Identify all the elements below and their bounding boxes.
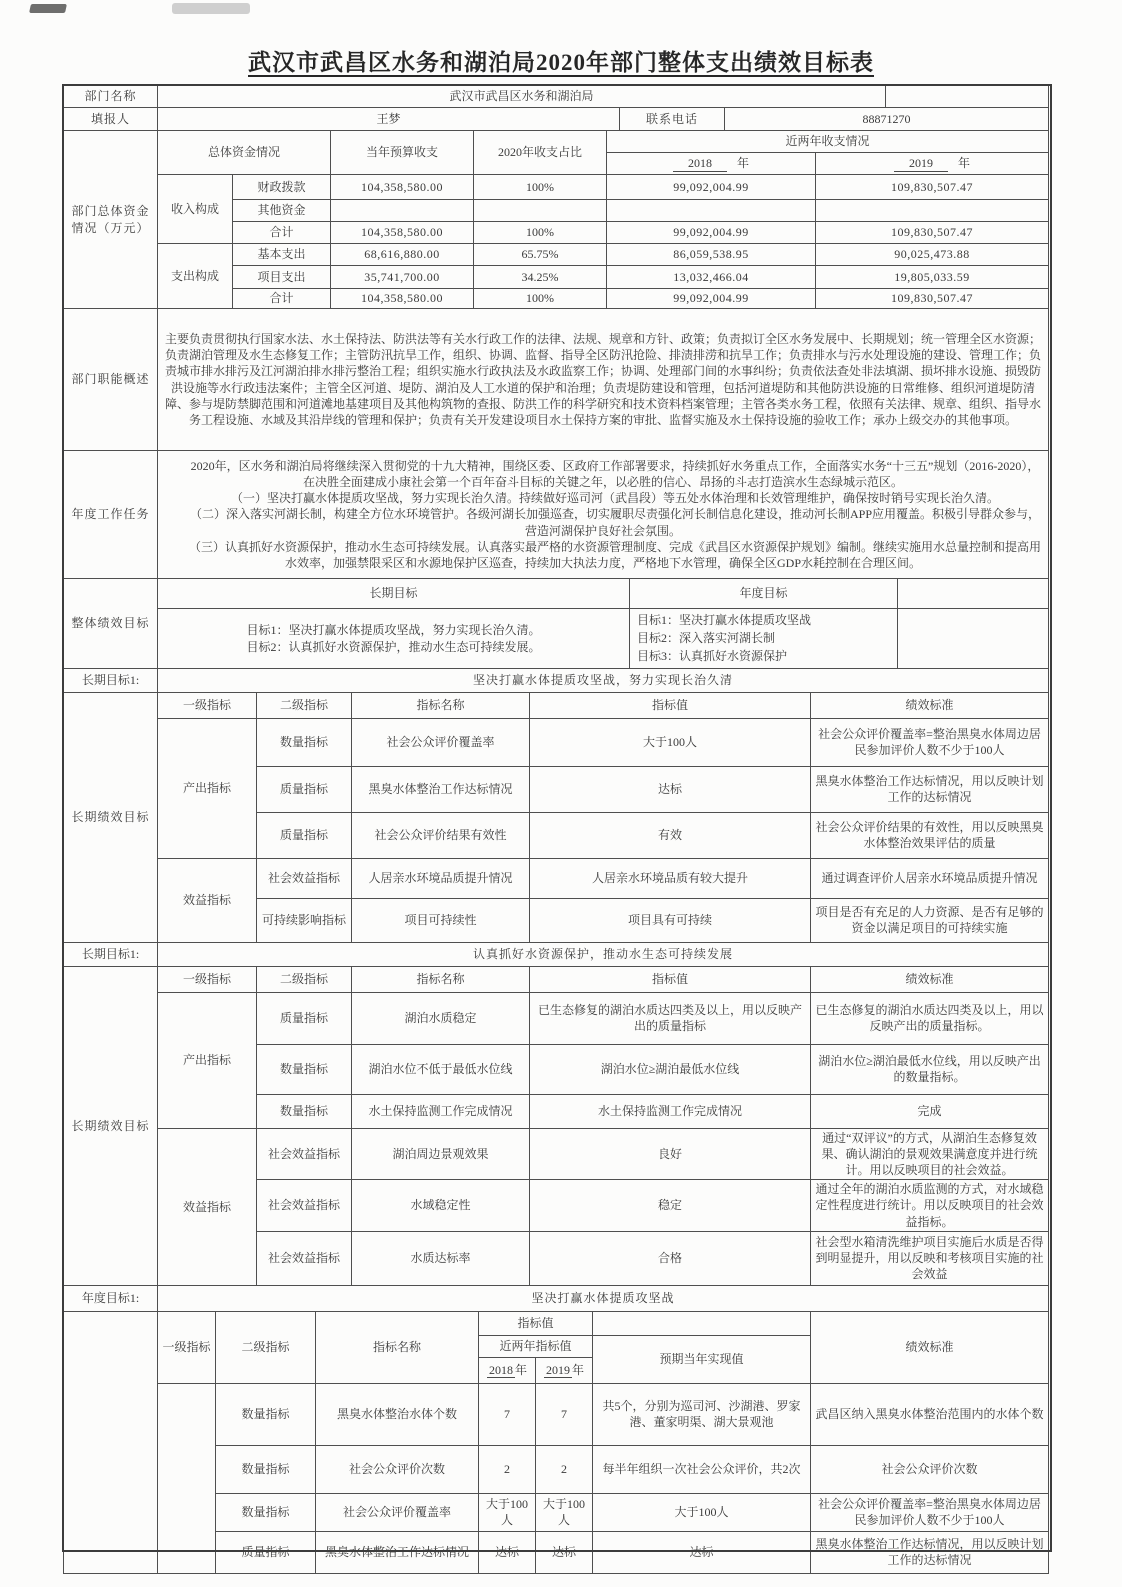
tasks-label: 年度工作任务 (64, 451, 158, 579)
annual-header-2019 (536, 1357, 593, 1383)
value-2018-cell: 2 (479, 1445, 536, 1493)
empty-cell (898, 579, 1049, 609)
value-2019: 109,830,507.47 (816, 222, 1049, 244)
expected-value-cell: 达标 (593, 1531, 811, 1573)
annual-header-name: 指标名称 (316, 1311, 479, 1383)
long-term-goal-2: 目标2：认真抓好水资源保护，推动水生态可持续发展。 (246, 639, 541, 654)
ratio-value (474, 200, 607, 222)
indicator-value-cell: 湖泊水位≥湖泊最低水位线 (530, 1044, 811, 1094)
year-suffix: 年 (958, 155, 971, 170)
empty-cell (886, 85, 1049, 108)
funding-row-label: 部门总体资金情况（万元） (64, 131, 158, 309)
indicator-standard-cell: 通过调查评价人居亲水环境品质提升情况 (811, 858, 1049, 898)
year-suffix: 年 (737, 155, 750, 170)
income-group-label: 收入构成 (158, 175, 233, 244)
indicator-name-cell: 社会公众评价覆盖率 (352, 718, 530, 766)
indicator-value-cell: 项目具有可持续 (530, 898, 811, 942)
lt1-output-group-label: 产出指标 (158, 718, 257, 858)
year-2019: 2019 (894, 155, 948, 172)
indicator-level2-cell: 社会效益指标 (257, 1128, 352, 1180)
indicator-name-cell: 黑臭水体整治水体个数 (316, 1383, 479, 1445)
long-term-indicators-table-2 (63, 966, 1049, 1286)
value-2018: 99,092,004.99 (607, 222, 816, 244)
indicator-value-cell: 达标 (530, 766, 811, 812)
annual-goal-2: 目标2：深入落实河湖长制 (637, 631, 776, 646)
dept-name-label: 部门名称 (64, 85, 158, 108)
budget-value: 104,358,580.00 (331, 222, 474, 244)
lt1-header-level2: 二级指标 (257, 692, 352, 718)
ratio-value: 100% (474, 222, 607, 244)
indicator-standard-cell: 社会公众评价覆盖率=整治黑臭水体周边居民参加评价人数不少于100人 (811, 1493, 1049, 1531)
indicator-name-cell: 水域稳定性 (352, 1180, 530, 1232)
lt1-header-name: 指标名称 (352, 692, 530, 718)
annual-header-level1: 一级指标 (158, 1311, 216, 1383)
functions-label: 部门职能概述 (64, 309, 158, 451)
budget-value: 35,741,700.00 (331, 266, 474, 289)
lt1-row-label: 长期绩效目标 (64, 692, 158, 942)
long-term-goal-1: 目标1：坚决打赢水体提质攻坚战，努力实现长治久清。 (246, 622, 541, 637)
main-table (63, 85, 1048, 1574)
scan-artifact-mark (29, 4, 67, 13)
annual-goal-1: 目标1：坚决打赢水体提质攻坚战 (637, 613, 812, 627)
empty-cell (593, 1311, 811, 1335)
task-paragraph: 2020年，区水务和湖泊局将继续深入贯彻党的十九大精神，围绕区委、区政府工作部署要求，持续抓好水务重点工作，全面落实水务“十三五”规划（2016-2020），在决胜全面建成小康社会第一个百年奋斗目标的关键之年，以必胜的信心、昂扬的斗志打造滨水生态绿城示范区。 (190, 458, 1040, 490)
annual-header-expected: 预期当年实现值 (593, 1335, 811, 1383)
value-2018: 13,032,466.04 (607, 266, 816, 289)
annual-goals-cell (630, 609, 898, 669)
indicator-standard-cell: 通过全年的湖泊水质监测的方式，对水域稳定性程度进行统计。用以反映项目的社会效益指标。 (811, 1180, 1049, 1232)
value-2018 (607, 200, 816, 222)
overall-goals-table (63, 578, 1049, 669)
phone-value: 88871270 (725, 108, 1049, 131)
annual-header-standard: 绩效标准 (811, 1311, 1049, 1383)
task-paragraph: （一）坚决打赢水体提质攻坚战，努力实现长治久清。持续做好巡司河（武昌段）等五处水体治理和长效管理维护，确保按时销号实现长治久清。 (230, 491, 999, 506)
budget-value: 68,616,880.00 (331, 244, 474, 266)
indicator-value-cell: 人居亲水环境品质有较大提升 (530, 858, 811, 898)
value-2019-cell: 7 (536, 1383, 593, 1445)
long-term-goals-cell (158, 609, 630, 669)
tasks-text (158, 451, 1049, 579)
expected-value-cell: 每半年组织一次社会公众评价，共2次 (593, 1445, 811, 1493)
indicator-level2-cell: 社会效益指标 (257, 1231, 352, 1285)
indicator-name-cell: 社会公众评价结果有效性 (352, 812, 530, 858)
annual-row-label (64, 1311, 158, 1573)
indicator-standard-cell: 黑臭水体整治工作达标情况，用以反映计划工作的达标情况 (811, 766, 1049, 812)
indicator-value-cell: 大于100人 (530, 718, 811, 766)
task-paragraph: （三）认真抓好水资源保护，推动水生态可持续发展。认真落实最严格的水资源管理制度、完成《武昌区水资源保护规划》编制。继续实施用水总量控制和提高用水效率，加强禁限采区和水源地保护区巡查，持续加大执法力度，严格地下水管理，确保全区GDP水耗控制在合理区间。 (188, 539, 1041, 570)
annual-level1-cell (158, 1383, 216, 1573)
indicator-level2-cell: 数量指标 (257, 718, 352, 766)
expected-value-cell: 共5个，分别为巡司河、沙湖港、罗家港、董家明渠、湖大景观池 (593, 1383, 811, 1445)
empty-cell (898, 609, 1049, 669)
income-row-name: 其他资金 (233, 200, 331, 222)
income-row-name: 合计 (233, 222, 331, 244)
lt1-header-level1: 一级指标 (158, 692, 257, 718)
value-2019-cell: 达标 (536, 1531, 593, 1573)
value-2018: 99,092,004.99 (607, 289, 816, 309)
value-2018-cell: 达标 (479, 1531, 536, 1573)
ratio-value: 100% (474, 289, 607, 309)
year-2018: 2018 (488, 1363, 513, 1378)
scan-artifact-mark (172, 3, 250, 14)
indicator-value-cell: 水土保持监测工作完成情况 (530, 1094, 811, 1128)
indicator-name-cell: 项目可持续性 (352, 898, 530, 942)
value-2019: 19,805,033.59 (816, 266, 1049, 289)
funding-header-2018 (607, 153, 816, 175)
lt2-benefit-group-label: 效益指标 (158, 1128, 257, 1285)
indicator-standard-cell: 项目是否有充足的人力资源、是否有足够的资金以满足项目的可持续实施 (811, 898, 1049, 942)
annual-header-2018 (479, 1357, 536, 1383)
annual-indicators-table (63, 1311, 1049, 1574)
lt2-header-standard: 绩效标准 (811, 966, 1049, 992)
indicator-standard-cell: 通过“双评议”的方式，从湖泊生态修复效果、确认湖泊的景观效果满意度并进行统计。用以反映项目的社会效益。 (811, 1128, 1049, 1180)
indicator-name-cell: 人居亲水环境品质提升情况 (352, 858, 530, 898)
functions-table (63, 308, 1049, 451)
indicator-level2-cell: 社会效益指标 (257, 1180, 352, 1232)
year-2019: 2019 (546, 1363, 570, 1378)
indicator-standard-cell: 黑臭水体整治工作达标情况，用以反映计划工作的达标情况 (811, 1531, 1049, 1573)
indicator-standard-cell: 完成 (811, 1094, 1049, 1128)
expense-row-name: 合计 (233, 289, 331, 309)
lt2-header-name: 指标名称 (352, 966, 530, 992)
document-title: 武汉市武昌区水务和湖泊局2020年部门整体支出绩效目标表 (248, 50, 874, 75)
ratio-value: 34.25% (474, 266, 607, 289)
indicator-level2-cell: 数量指标 (257, 1094, 352, 1128)
lt2-header-value: 指标值 (530, 966, 811, 992)
indicator-name-cell: 黑臭水体整治工作达标情况 (316, 1531, 479, 1573)
value-2019: 109,830,507.47 (816, 175, 1049, 200)
value-2019: 90,025,473.88 (816, 244, 1049, 266)
task-paragraph: （二）深入落实河湖长制，构建全方位水环境管护。各级河湖长加强巡查，切实履职尽责强化河长制信息化建设，推动河长制APP应用覆盖。积极引导群众参与，营造河湖保护良好社会氛围。 (189, 507, 1041, 538)
expense-group-label: 支出构成 (158, 244, 233, 309)
indicator-standard-cell: 社会型水箱清洗维护项目实施后水质是否得到明显提升，用以反映和考核项目实施的社会效益 (811, 1231, 1049, 1285)
annual-goal1-label: 年度目标1: (64, 1285, 158, 1311)
funding-header-2019 (816, 153, 1049, 175)
indicator-name-cell: 社会公众评价次数 (316, 1445, 479, 1493)
annual-goal-3: 目标3：认真抓好水资源保护 (637, 649, 788, 664)
header-info-table (63, 84, 1049, 131)
phone-label: 联系电话 (620, 108, 725, 131)
indicator-name-cell: 水土保持监测工作完成情况 (352, 1094, 530, 1128)
indicator-standard-cell: 已生态修复的湖泊水质达四类及以上，用以反映产出的质量指标。 (811, 992, 1049, 1044)
year-2018: 2018 (673, 155, 727, 172)
functions-text (158, 309, 1049, 451)
indicator-level2-cell: 社会效益指标 (257, 858, 352, 898)
indicator-standard-cell: 社会公众评价结果的有效性，用以反映黑臭水体整治效果评估的质量 (811, 812, 1049, 858)
indicator-standard-cell: 武昌区纳入黑臭水体整治范围内的水体个数 (811, 1383, 1049, 1445)
ratio-value: 65.75% (474, 244, 607, 266)
budget-value (331, 200, 474, 222)
long-term-goal2-bar (63, 942, 1049, 967)
indicator-value-cell: 已生态修复的湖泊水质达四类及以上，用以反映产出的质量指标 (530, 992, 811, 1044)
year-suffix: 年 (514, 1363, 527, 1378)
budget-value: 104,358,580.00 (331, 289, 474, 309)
lt2-header-level1: 一级指标 (158, 966, 257, 992)
indicator-value-cell: 稳定 (530, 1180, 811, 1232)
indicator-level2-cell: 质量指标 (257, 992, 352, 1044)
lt2-output-group-label: 产出指标 (158, 992, 257, 1128)
annual-header-value: 指标值 (479, 1311, 593, 1335)
funding-header-recent: 近两年收支情况 (607, 131, 1049, 153)
annual-header-level2: 二级指标 (216, 1311, 316, 1383)
overall-goals-label: 整体绩效目标 (64, 579, 158, 669)
value-2018-cell: 7 (479, 1383, 536, 1445)
value-2018: 99,092,004.99 (607, 175, 816, 200)
indicator-level2-cell: 可持续影响指标 (257, 898, 352, 942)
long-term-indicators-table-1 (63, 692, 1049, 943)
indicator-name-cell: 黑臭水体整治工作达标情况 (352, 766, 530, 812)
indicator-value-cell: 合格 (530, 1231, 811, 1285)
annual-goal1-bar (63, 1285, 1049, 1312)
indicator-name-cell: 湖泊水位不低于最低水位线 (352, 1044, 530, 1094)
value-2018: 86,059,538.95 (607, 244, 816, 266)
lt2-header-level2: 二级指标 (257, 966, 352, 992)
indicator-standard-cell: 湖泊水位≥湖泊最低水位线，用以反映产出的数量指标。 (811, 1044, 1049, 1094)
lt2-row-label: 长期绩效目标 (64, 966, 158, 1285)
ratio-value: 100% (474, 175, 607, 200)
long-term-goal-header: 长期目标 (158, 579, 630, 609)
value-2019-cell: 大于100 人 (536, 1493, 593, 1531)
indicator-level2-cell: 质量指标 (257, 812, 352, 858)
annual-goal1-text: 坚决打赢水体提质攻坚战 (158, 1285, 1049, 1311)
value-2019-cell: 2 (536, 1445, 593, 1493)
annual-header-recent: 近两年指标值 (479, 1335, 593, 1357)
long-term-goal2-text: 认真抓好水资源保护，推动水生态可持续发展 (158, 942, 1049, 966)
lt1-header-value: 指标值 (530, 692, 811, 718)
indicator-level2-cell: 质量指标 (257, 766, 352, 812)
indicator-name-cell: 社会公众评价覆盖率 (316, 1493, 479, 1531)
expected-value-cell: 大于100人 (593, 1493, 811, 1531)
expense-row-name: 基本支出 (233, 244, 331, 266)
indicator-name-cell: 湖泊周边景观效果 (352, 1128, 530, 1180)
funding-table (63, 130, 1049, 309)
filler-value: 王梦 (158, 108, 620, 131)
expense-row-name: 项目支出 (233, 266, 331, 289)
income-row-name: 财政拨款 (233, 175, 331, 200)
long-term-goal1-bar (63, 668, 1049, 693)
budget-value: 104,358,580.00 (331, 175, 474, 200)
value-2019 (816, 200, 1049, 222)
indicator-level2-cell: 数量指标 (216, 1445, 316, 1493)
annual-tasks-table (63, 450, 1049, 579)
funding-header-ratio: 2020年收支占比 (474, 131, 607, 175)
filler-label: 填报人 (64, 108, 158, 131)
indicator-level2-cell: 数量指标 (216, 1493, 316, 1531)
indicator-name-cell: 水质达标率 (352, 1231, 530, 1285)
indicator-level2-cell: 数量指标 (257, 1044, 352, 1094)
indicator-value-cell: 有效 (530, 812, 811, 858)
funding-header-budget: 当年预算收支 (331, 131, 474, 175)
indicator-level2-cell: 数量指标 (216, 1383, 316, 1445)
long-term-goal1-text: 坚决打赢水体提质攻坚战，努力实现长治久清 (158, 668, 1049, 692)
functions-paragraph: 主要负责贯彻执行国家水法、水土保持法、防洪法等有关水行政工作的法律、法规、规章和方针、政策；负责拟订全区水务发展中、长期规划；统一管理全区水资源；负责湖泊管理及水生态修复工作；主管防汛抗旱工作，组织、协调、监督、指导全区防汛抢险、排渍排涝和抗旱工作；负责排水与污水处理设施的建设、管理工作；负责城市排水排污及江河湖泊排水排污整治工程；组织实施水行政执法及水政监察工作；协调、处理部门间的水事纠纷；负责依法查处非法填湖、损坏排水设施、损毁防洪设施等水行政违法案件；主管全区河道、堤防、湖泊及人工水道的保护和治理；负责堤防建设和管理，包括河道堤防和其他防洪设施的日常维修、组织河道堤防清障、参与堤防禁脚范围和河道滩地基建项目及其他构筑物的查报、防洪工作的科学研究和技术资料档案管理；主管各类水务工程，依照有关法律、规章、组织、指导水务工程设施、水域及其沿岸线的管理和保护；负责有关开发建设项目水土保持方案的审批、监督实施及水土保持设施的验收工作；承办上级交办的其他事项。 (164, 331, 1041, 427)
funding-header-overall: 总体资金情况 (158, 131, 331, 175)
year-suffix: 年 (572, 1363, 585, 1378)
annual-goal-header: 年度目标 (630, 579, 898, 609)
indicator-standard-cell: 社会公众评价次数 (811, 1445, 1049, 1493)
dept-name-value: 武汉市武昌区水务和湖泊局 (158, 85, 886, 108)
lt1-benefit-group-label: 效益指标 (158, 858, 257, 942)
indicator-level2-cell: 质量指标 (216, 1531, 316, 1573)
lt1-header-standard: 绩效标准 (811, 692, 1049, 718)
long-term-goal2-label: 长期目标1: (64, 942, 158, 966)
value-2018-cell: 大于100人 (479, 1493, 536, 1531)
long-term-goal1-label: 长期目标1: (64, 668, 158, 692)
value-2019: 109,830,507.47 (816, 289, 1049, 309)
indicator-standard-cell: 社会公众评价覆盖率=整治黑臭水体周边居民参加评价人数不少于100人 (811, 718, 1049, 766)
indicator-name-cell: 湖泊水质稳定 (352, 992, 530, 1044)
indicator-value-cell: 良好 (530, 1128, 811, 1180)
